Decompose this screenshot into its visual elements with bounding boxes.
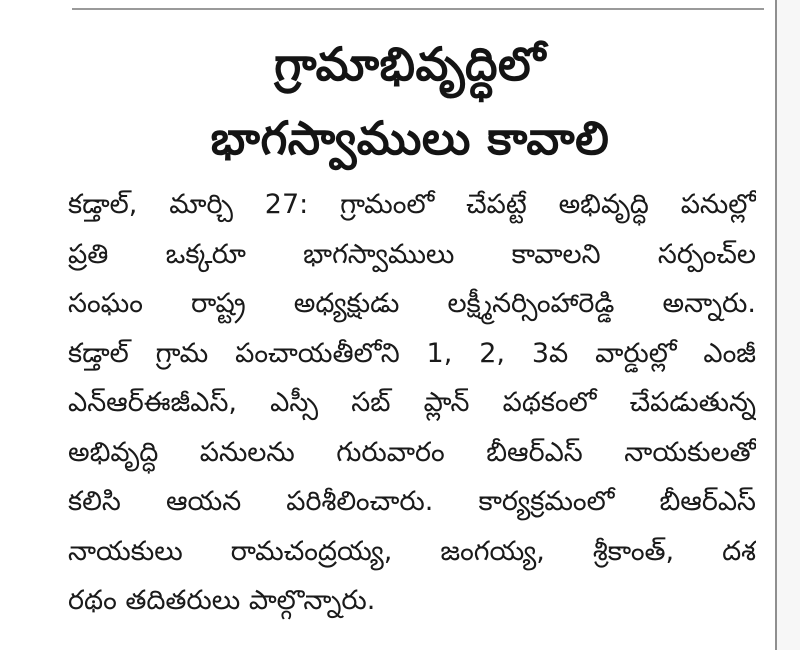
body-line-7: కలిసి ఆయన పరిశీలించారు. కార్యక్రమంలో బీఆర్‌ఎస్: [68, 486, 756, 517]
body-line-2: ప్రతి ఒక్కరూ భాగస్వాములు కావాలని సర్పంచ్‌ల: [68, 238, 756, 270]
body-line-5: ఎన్‌ఆర్‌ఈజీఎస్, ఎస్సీ సబ్ ప్లాన్ పథకంలో చేపడుతున్న: [68, 387, 756, 418]
body-line-1: కడ్తాల్, మార్చి 27: గ్రామంలో చేపట్టే అభివృద్ధి పనుల్లో: [68, 189, 756, 220]
body-line-3: సంఘం రాష్ట్ర అధ్యక్షుడు లక్ష్మీనర్సింహారెడ్డి అన్నారు.: [68, 288, 756, 319]
body-line-4: కడ్తాల్ గ్రామ పంచాయతీలోని 1, 2, 3వ వార్డుల్లో ఎంజీ: [68, 337, 756, 369]
headline-line-2: భాగస్వాములు కావాలి: [210, 111, 610, 165]
article-body: [68, 180, 756, 626]
body-line-9: రథం తదితరులు పాల్గొన్నారు.: [68, 585, 376, 616]
body-line-8: నాయకులు రామచంద్రయ్య, జంగయ్య, శ్రీకాంత్, దశ: [68, 535, 756, 567]
adjacent-column-edge: [777, 0, 800, 650]
body-line-6: అభివృద్ధి పనులను గురువారం బీఆర్‌ఎస్ నాయకులతో: [68, 436, 756, 468]
headline-line-1: గ్రామాభివృద్ధిలో: [274, 37, 546, 91]
top-rule: [72, 8, 764, 10]
